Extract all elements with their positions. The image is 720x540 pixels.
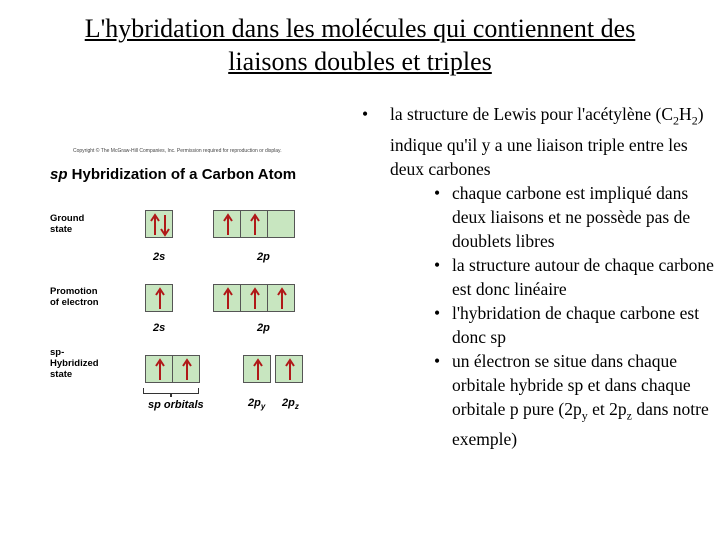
up-arrow-icon	[244, 356, 272, 384]
orbital-box	[275, 355, 303, 383]
label-2py-sub: y	[260, 402, 266, 412]
bullet-1-sub2: 2	[691, 113, 698, 128]
label-2p-promotion: 2p	[257, 322, 270, 334]
promotion-2p-orbitals	[213, 284, 294, 312]
orbital-box	[172, 355, 200, 383]
bullet-item-2	[362, 181, 714, 253]
ground-state-line2: state	[50, 224, 73, 235]
label-2p: 2p	[257, 251, 270, 263]
promotion-line2: of electron	[50, 297, 99, 308]
label-2pz-sub: z	[294, 402, 299, 412]
ground-state-line1: Ground	[50, 213, 85, 224]
bullet-5-sub1: y	[581, 408, 588, 422]
bullet-dot-icon: •	[434, 302, 441, 323]
bullet-item-5	[362, 349, 714, 452]
bullet-1-post: ) indique qu'il y a une liaison triple entre les deux carbones	[390, 104, 704, 179]
label-2s: 2s	[153, 251, 166, 263]
bullet-dot-icon: •	[434, 254, 441, 275]
figure-title-sp: sp	[50, 166, 68, 183]
label-sp-orbitals: sp orbitals	[148, 399, 204, 411]
bullet-1-pre: la structure de Lewis pour l'acétylène (C	[390, 104, 674, 124]
bullet-item-3	[362, 253, 714, 301]
orbital-box	[213, 284, 241, 312]
page-title	[20, 12, 700, 78]
title-line-1: L'hybridation dans les molécules qui contiennent des	[84, 14, 636, 43]
up-down-arrow-pair-icon	[146, 211, 174, 239]
up-arrow-icon	[276, 356, 304, 384]
bullet-dot-icon: •	[362, 104, 369, 124]
up-arrow-icon	[268, 285, 296, 313]
bullet-list	[362, 102, 714, 451]
bullet-dot-icon: •	[434, 182, 441, 203]
bullet-4-text: l'hybridation de chaque carbone est donc sp	[452, 302, 700, 347]
ground-state-label	[50, 213, 84, 235]
bullet-item-1	[362, 102, 714, 181]
orbital-box	[240, 210, 268, 238]
up-arrow-icon	[241, 285, 269, 313]
bullet-1-mid: H	[679, 104, 692, 124]
bullet-5-pre: un électron se situe dans chaque orbitale hybride sp et dans chaque orbitale p pure (2p	[452, 350, 691, 419]
bullet-5-post: dans notre exemple)	[452, 398, 709, 449]
copyright-notice: Copyright © The McGraw-Hill Companies, Inc. Permission required for reproduction or display.	[73, 148, 282, 154]
hybridized-line2: Hybridized	[50, 358, 99, 369]
hybridized-line1: sp-	[50, 347, 65, 358]
figure-title-rest: Hybridization of a Carbon Atom	[67, 166, 297, 183]
up-arrow-icon	[241, 211, 269, 239]
orbital-box	[145, 284, 173, 312]
promotion-line1: Promotion	[50, 286, 98, 297]
bullet-3-text: la structure autour de chaque carbone est donc linéaire	[452, 254, 714, 299]
bullet-2-text: chaque carbone est impliqué dans deux liaisons et ne possède pas de doublets libres	[452, 182, 691, 251]
orbital-box	[243, 355, 271, 383]
up-arrow-icon	[214, 285, 242, 313]
bullet-1-sub1: 2	[673, 113, 680, 128]
label-2py-base: 2p	[248, 397, 261, 409]
label-2pz-base: 2p	[282, 397, 295, 409]
ground-2s-orbital	[145, 210, 172, 238]
orbital-box	[145, 355, 173, 383]
orbital-box	[240, 284, 268, 312]
up-arrow-icon	[214, 211, 242, 239]
orbital-box	[267, 284, 295, 312]
bullet-5-sub2: z	[626, 408, 632, 422]
bullet-5-mid: et 2p	[587, 398, 627, 419]
hybridized-line3: state	[50, 369, 73, 380]
sp-orbitals-bracket-tick	[170, 393, 172, 397]
orbital-box	[145, 210, 173, 238]
pure-p-orbitals	[243, 355, 302, 383]
up-arrow-icon	[146, 356, 174, 384]
up-arrow-icon	[146, 285, 174, 313]
title-line-2: liaisons doubles et triples	[228, 47, 492, 76]
promotion-2s-orbital	[145, 284, 172, 312]
up-arrow-icon	[173, 356, 201, 384]
label-2pz	[282, 397, 299, 411]
figure-title	[50, 166, 296, 183]
label-2py	[248, 397, 265, 411]
orbital-box	[267, 210, 295, 238]
bullet-dot-icon: •	[434, 350, 441, 371]
ground-2p-orbitals	[213, 210, 294, 238]
label-2s-promotion: 2s	[153, 322, 166, 334]
promotion-label	[50, 286, 99, 308]
hybridized-label	[50, 347, 99, 380]
sp-hybrid-orbitals	[145, 355, 199, 383]
orbital-box	[213, 210, 241, 238]
bullet-item-4	[362, 301, 714, 349]
sp-hybridization-figure	[40, 140, 340, 430]
